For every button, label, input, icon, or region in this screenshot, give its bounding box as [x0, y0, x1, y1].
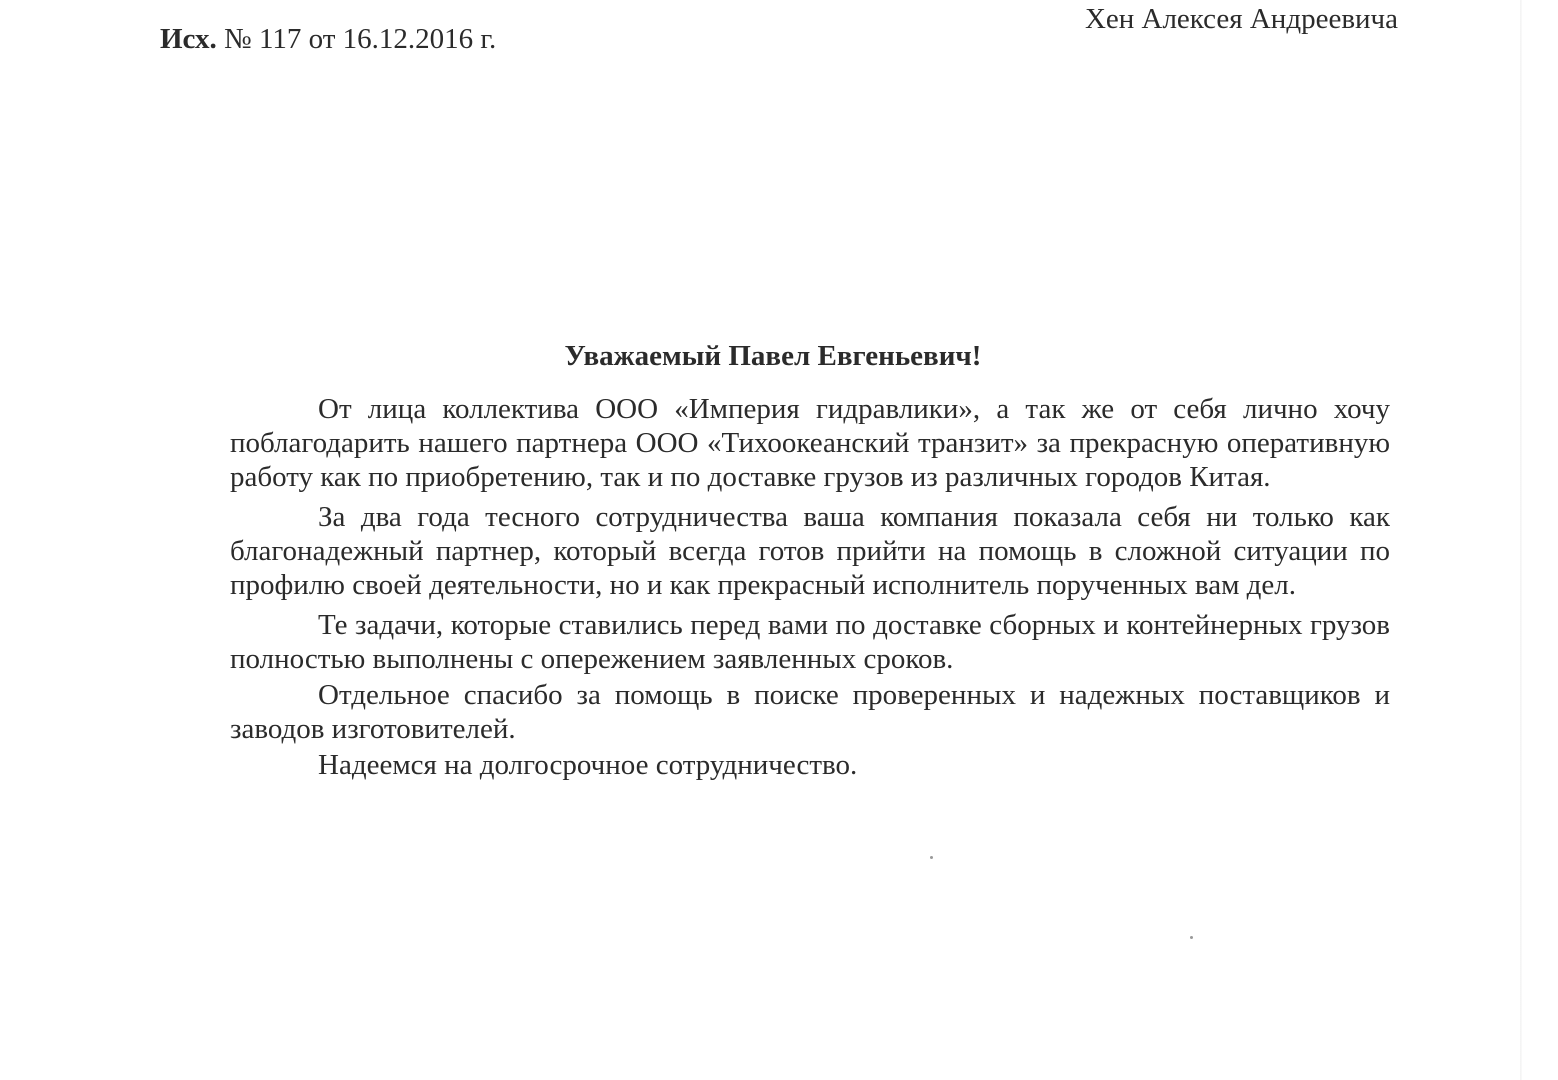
- salutation: Уважаемый Павел Евгеньевич!: [564, 340, 982, 372]
- outgoing-number: № 117 от 16.12.2016 г.: [224, 23, 497, 55]
- outgoing-reference: [160, 20, 496, 58]
- scan-speck: [930, 856, 933, 859]
- scan-edge-shadow: [1520, 0, 1522, 1080]
- outgoing-label: Исх.: [160, 23, 217, 55]
- paragraph-1: От лица коллектива ООО «Империя гидравлики», а так же от себя лично хочу поблагодарить нашего партнера ООО «Тихоокеанский транзит» за прекрасную оперативную работу как по приобретению, так и по доставке грузов из различных городов Китая.: [230, 393, 1390, 493]
- paragraph-4: Отдельное спасибо за помощь в поиске проверенных и надежных поставщиков и заводов изготовителей.: [230, 679, 1390, 745]
- paragraph-5: Надеемся на долгосрочное сотрудничество.: [318, 749, 858, 781]
- scan-speck: [1190, 936, 1193, 939]
- letter-body: [230, 392, 1390, 782]
- paragraph-2: За два года тесного сотрудничества ваша компания показала себя ни только как благонадежный партнер, который всегда готов прийти на помощь в сложной ситуации по профилю своей деятельности, но и как прекрасный исполнитель порученных вам дел.: [230, 501, 1390, 601]
- paragraph-3: Те задачи, которые ставились перед вами по доставке сборных и контейнерных грузов полностью выполнены с опережением заявленных сроков.: [230, 609, 1390, 675]
- recipient-line: Хен Алексея Андреевича: [1084, 3, 1398, 35]
